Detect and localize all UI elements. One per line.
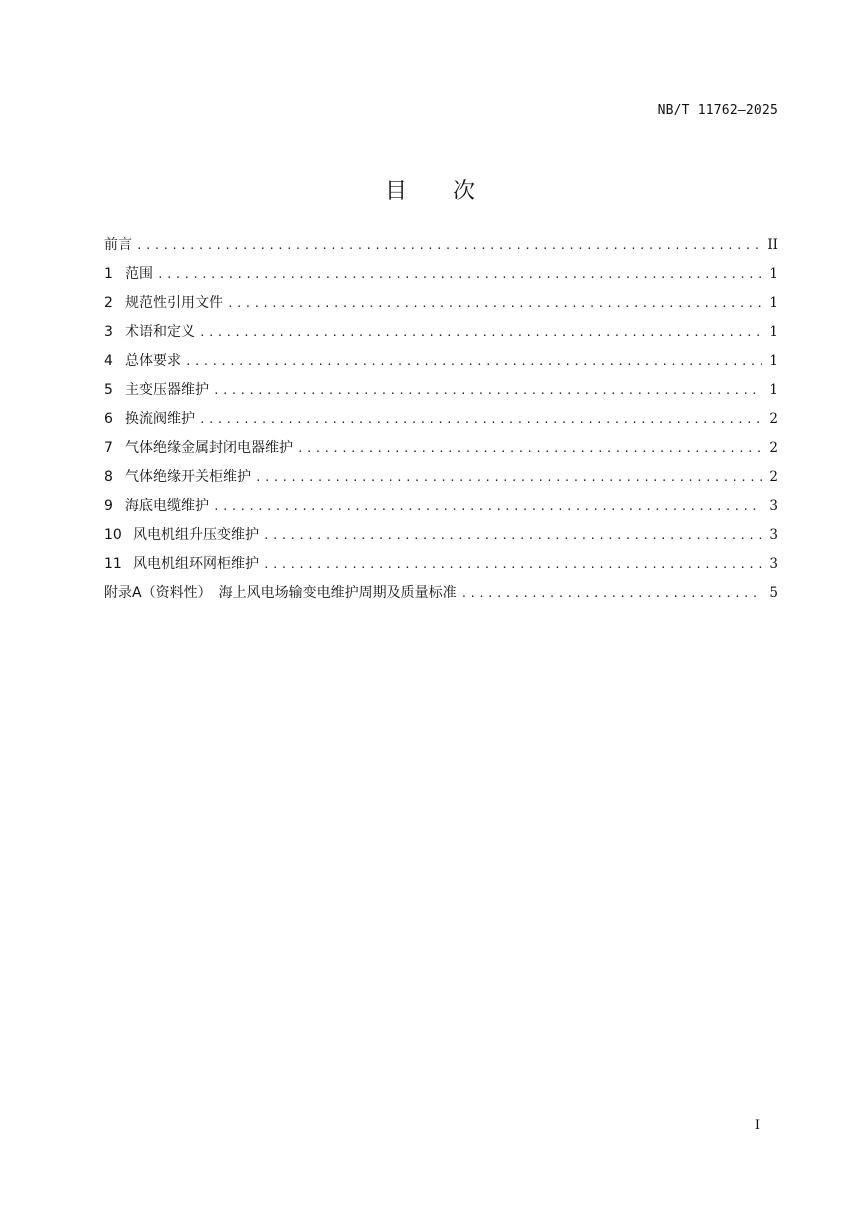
page-title xyxy=(0,174,860,205)
dot-leader xyxy=(185,355,762,368)
toc-entry-1[interactable] xyxy=(104,263,778,292)
dot-leader xyxy=(157,268,762,281)
toc-entry-appendix-a[interactable] xyxy=(104,582,778,611)
toc-entry-4[interactable] xyxy=(104,350,778,379)
toc-entry-number: 4 xyxy=(104,353,113,369)
dot-leader xyxy=(263,529,762,542)
toc-entry-page: 1 xyxy=(769,266,778,282)
toc-entry-page: 1 xyxy=(769,324,778,340)
toc-entry-5[interactable] xyxy=(104,379,778,408)
toc-entry-page: 3 xyxy=(769,527,778,543)
toc-entry-number: 9 xyxy=(104,498,113,514)
toc-entry-label: 总体要求 xyxy=(125,353,181,369)
toc-entry-number: 2 xyxy=(104,295,113,311)
toc-entry-label: 主变压器维护 xyxy=(125,382,209,398)
toc-entry-number: 7 xyxy=(104,440,113,456)
toc-entry-label: 换流阀维护 xyxy=(125,411,195,427)
toc-entry-label: 海底电缆维护 xyxy=(125,498,209,514)
dot-leader xyxy=(227,297,762,310)
toc-entry-number: 8 xyxy=(104,469,113,485)
toc-entry-number: 10 xyxy=(104,527,122,543)
toc-entry-3[interactable] xyxy=(104,321,778,350)
toc-entry-number: 11 xyxy=(104,556,122,572)
toc-entry-page: 2 xyxy=(769,411,778,427)
toc-entry-page: 1 xyxy=(769,295,778,311)
dot-leader xyxy=(297,442,762,455)
toc-entry-6[interactable] xyxy=(104,408,778,437)
toc-entry-7[interactable] xyxy=(104,437,778,466)
title-part-1: 目 xyxy=(384,179,407,204)
toc-entry-page: 2 xyxy=(769,440,778,456)
toc-entry-page: 2 xyxy=(769,469,778,485)
toc-entry-number: 5 xyxy=(104,382,113,398)
toc-entry-page: 3 xyxy=(769,556,778,572)
dot-leader xyxy=(461,587,762,600)
toc-entry-page: 3 xyxy=(769,498,778,514)
dot-leader xyxy=(199,413,762,426)
toc-entry-label: 规范性引用文件 xyxy=(125,295,223,311)
toc-entry-label: 前言 xyxy=(104,237,132,253)
toc-entry-label: 气体绝缘金属封闭电器维护 xyxy=(125,440,293,456)
toc-entry-label: 范围 xyxy=(125,266,153,282)
dot-leader xyxy=(199,326,762,339)
toc-entry-page: 1 xyxy=(769,353,778,369)
toc-entry-9[interactable] xyxy=(104,495,778,524)
title-part-2: 次 xyxy=(453,179,476,204)
toc-entry-label: 附录A（资料性） 海上风电场输变电维护周期及质量标准 xyxy=(104,585,457,601)
toc-entry-page: 5 xyxy=(769,585,778,601)
toc-entry-11[interactable] xyxy=(104,553,778,582)
dot-leader xyxy=(255,471,762,484)
dot-leader xyxy=(136,239,761,252)
toc-entry-10[interactable] xyxy=(104,524,778,553)
dot-leader xyxy=(263,558,762,571)
dot-leader xyxy=(213,500,762,513)
toc-entry-label: 风电机组升压变维护 xyxy=(133,527,259,543)
toc-entry-page: II xyxy=(767,237,778,253)
toc-entry-label: 术语和定义 xyxy=(125,324,195,340)
standard-code: NB/T 11762—2025 xyxy=(657,103,778,118)
toc-entry-2[interactable] xyxy=(104,292,778,321)
toc-entry-label: 气体绝缘开关柜维护 xyxy=(125,469,251,485)
toc-entry-foreword[interactable] xyxy=(104,234,778,263)
page-number: I xyxy=(754,1118,760,1133)
toc-entry-8[interactable] xyxy=(104,466,778,495)
toc-entry-number: 3 xyxy=(104,324,113,340)
toc-entry-number: 6 xyxy=(104,411,113,427)
dot-leader xyxy=(213,384,762,397)
toc-entry-label: 风电机组环网柜维护 xyxy=(133,556,259,572)
toc-entry-number: 1 xyxy=(104,266,113,282)
toc-entry-page: 1 xyxy=(769,382,778,398)
table-of-contents xyxy=(104,234,778,611)
